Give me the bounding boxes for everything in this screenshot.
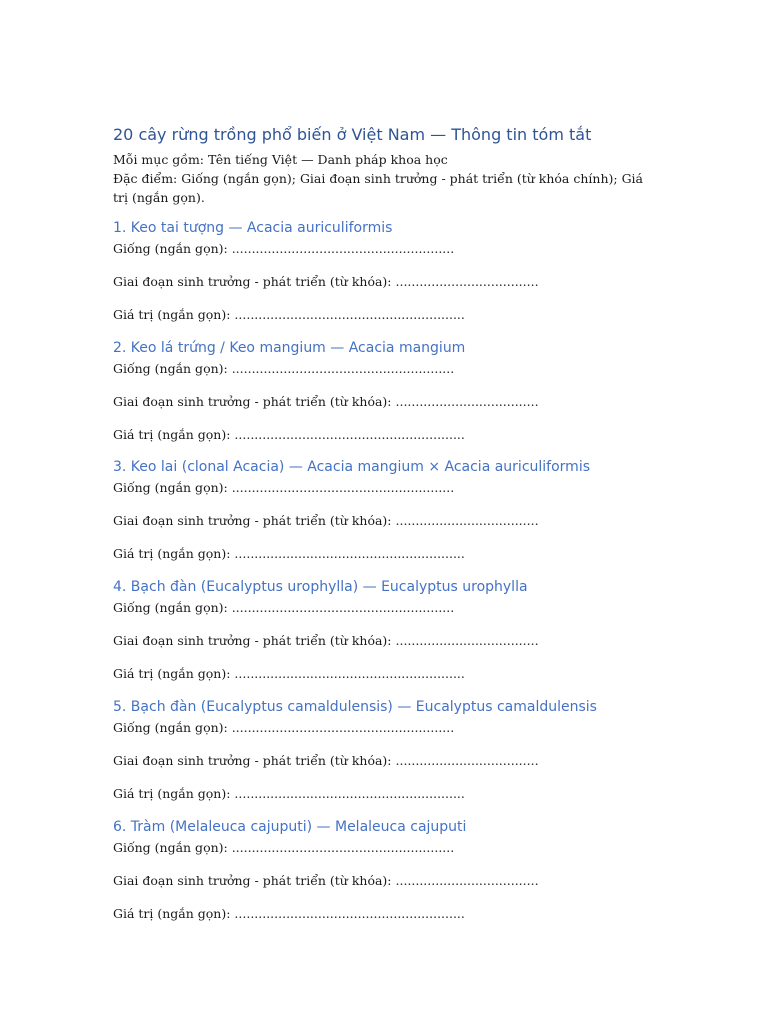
section-heading: 5. Bạch đàn (Eucalyptus camaldulensis) — Eucalyptus camaldulensis [113,699,597,715]
section-heading: 2. Keo lá trứng / Keo mangium — Acacia mangium [113,340,466,356]
field-gia-tri: Giá trị (ngắn gọn): .......................................................... [113,427,465,442]
field-gia-tri: Giá trị (ngắn gọn): .......................................................... [113,906,465,921]
section-heading: 6. Tràm (Melaleuca cajuputi) — Melaleuca cajuputi [113,819,467,835]
field-giai-doan: Giai đoạn sinh trưởng - phát triển (từ khóa): .................................... [113,394,539,409]
field-giong: Giống (ngắn gọn): ........................................................ [113,600,455,615]
field-gia-tri: Giá trị (ngắn gọn): .......................................................... [113,307,465,322]
species-section [113,457,673,561]
document-body [113,124,653,207]
section-heading: 3. Keo lai (clonal Acacia) — Acacia mangium × Acacia auriculiformis [113,459,590,475]
field-giai-doan: Giai đoạn sinh trưởng - phát triển (từ khóa): .................................... [113,274,539,289]
field-giong: Giống (ngắn gọn): ........................................................ [113,720,455,735]
field-gia-tri: Giá trị (ngắn gọn): .......................................................... [113,666,465,681]
field-giai-doan: Giai đoạn sinh trưởng - phát triển (từ khóa): .................................... [113,753,539,768]
field-gia-tri: Giá trị (ngắn gọn): .......................................................... [113,546,465,561]
field-giong: Giống (ngắn gọn): ........................................................ [113,241,455,256]
species-section [113,577,673,681]
field-giong: Giống (ngắn gọn): ........................................................ [113,840,455,855]
intro-line-format: Mỗi mục gồm: Tên tiếng Việt — Danh pháp khoa học [113,152,448,167]
species-section [113,817,673,921]
section-heading: 4. Bạch đàn (Eucalyptus urophylla) — Eucalyptus urophylla [113,579,528,595]
species-section [113,697,673,801]
field-giong: Giống (ngắn gọn): ........................................................ [113,361,455,376]
species-section [113,338,673,442]
species-section [113,218,673,322]
field-giai-doan: Giai đoạn sinh trưởng - phát triển (từ khóa): .................................... [113,513,539,528]
intro-line-features: Đặc điểm: Giống (ngắn gọn); Giai đoạn sinh trưởng - phát triển (từ khóa chính); Giá trị (ngắn gọn). [113,171,643,205]
section-heading: 1. Keo tai tượng — Acacia auriculiformis [113,220,393,236]
field-giai-doan: Giai đoạn sinh trưởng - phát triển (từ khóa): .................................... [113,633,539,648]
document-title: 20 cây rừng trồng phổ biến ở Việt Nam — Thông tin tóm tắt [113,125,592,144]
field-gia-tri: Giá trị (ngắn gọn): .......................................................... [113,786,465,801]
field-giong: Giống (ngắn gọn): ........................................................ [113,480,455,495]
field-giai-doan: Giai đoạn sinh trưởng - phát triển (từ khóa): .................................... [113,873,539,888]
